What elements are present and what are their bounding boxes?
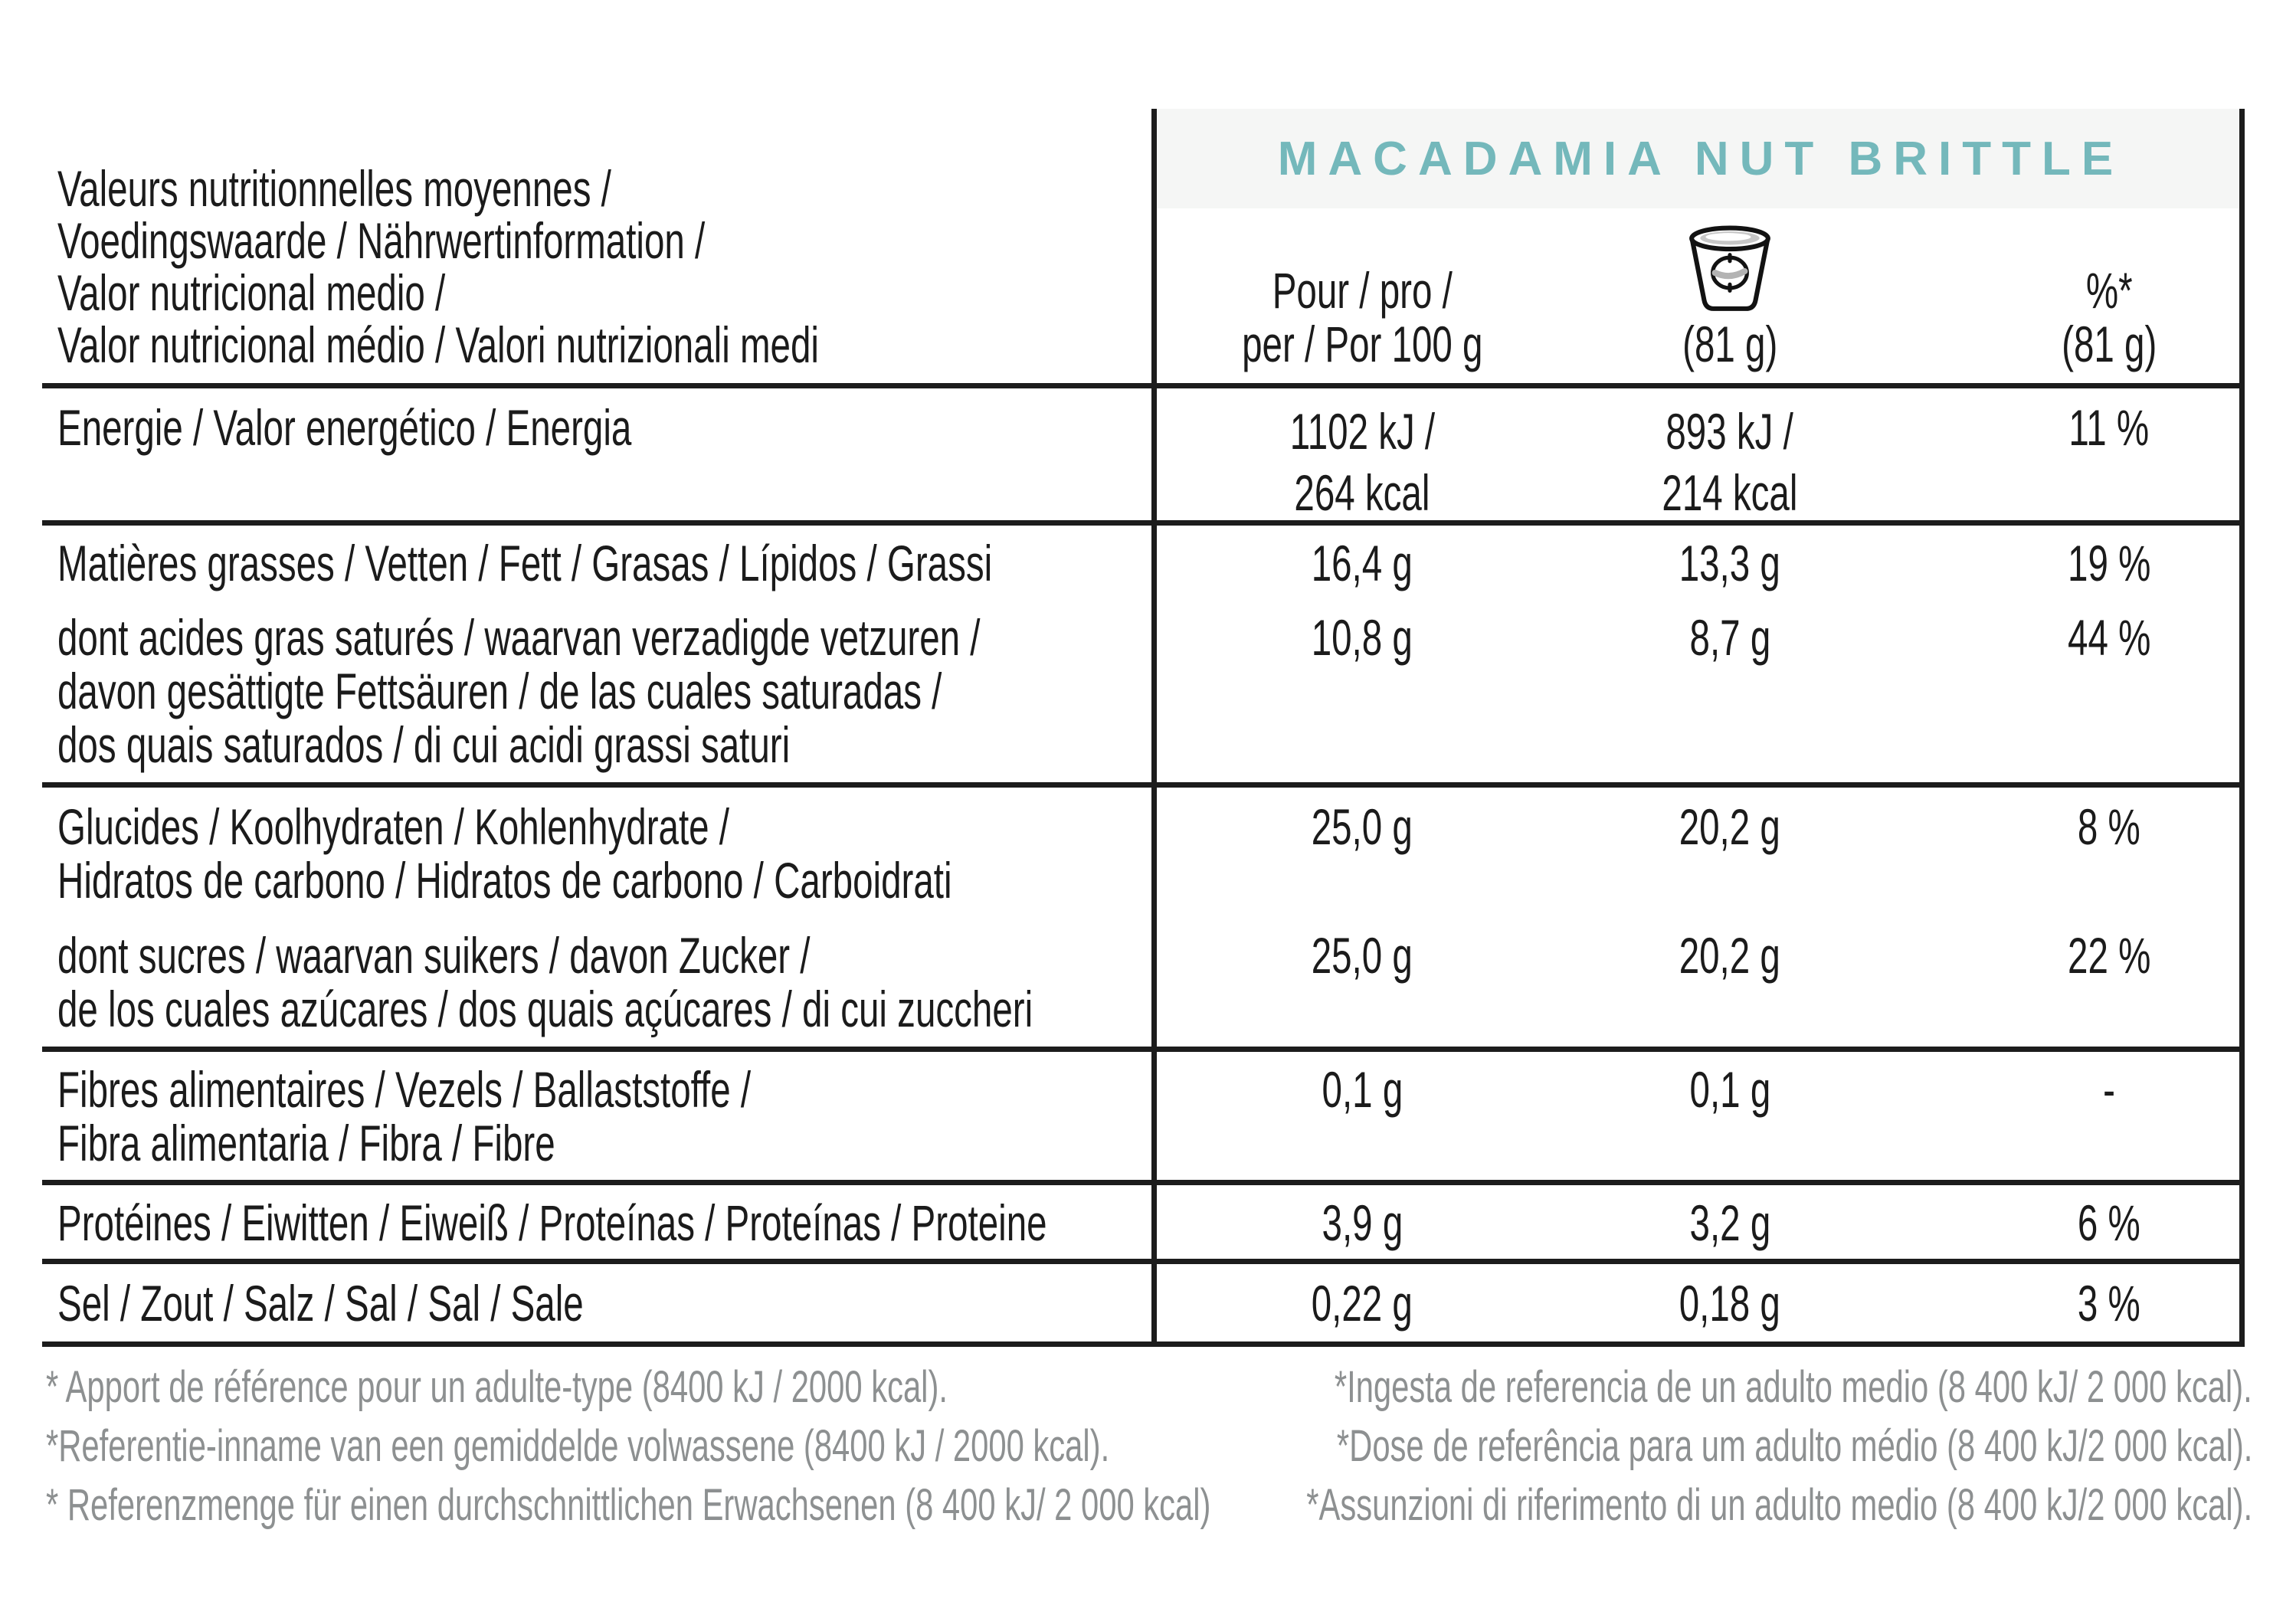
intro-line: Valor nutricional médio / Valori nutrizionali medi <box>57 316 819 373</box>
energy-portion-value <box>1573 401 1887 523</box>
label-line: dos quais saturados / di cui acidi grassi saturi <box>57 716 791 773</box>
value-line: 11 % <box>2068 399 2150 456</box>
fat-percent-value <box>1887 536 2239 606</box>
table-row-carbohydrate <box>42 788 2239 924</box>
label-line: davon gesättigte Fettsäuren / de las cuales saturadas / <box>57 663 942 719</box>
value-line: 214 kcal <box>1662 464 1798 521</box>
energy-percent-value <box>1887 401 2239 523</box>
carbohydrate-percent-value <box>1887 800 2239 924</box>
value-line: 22 % <box>2067 927 2151 984</box>
value-line: 0,22 g <box>1311 1275 1413 1332</box>
row-label <box>42 800 1151 924</box>
value-line: 3 % <box>2078 1275 2140 1332</box>
table-row-energy <box>42 388 2239 526</box>
row-label: Matières grasses / Vetten / Fett / Grasas / Lípidos / Grassi <box>57 535 993 591</box>
row-label: Protéines / Eiwitten / Eiweiß / Proteínas / Proteínas / Proteine <box>57 1194 1047 1251</box>
value-line: 20,2 g <box>1679 798 1781 855</box>
protein-per-100g-value <box>1151 1196 1573 1259</box>
row-label <box>42 1063 1151 1180</box>
row-label: Sel / Zout / Salz / Sal / Sal / Sale <box>57 1275 584 1332</box>
label-line: dont acides gras saturés / waarvan verzadigde vetzuren / <box>57 609 981 666</box>
footnote-line: *Referentie-inname van een gemiddelde volwassene (8400 kJ / 2000 kcal). <box>46 1421 1110 1471</box>
value-line: 44 % <box>2067 609 2151 666</box>
value-line: 13,3 g <box>1679 535 1781 591</box>
value-line: - <box>2103 1061 2115 1118</box>
protein-portion-value <box>1573 1196 1887 1259</box>
saturated-fat-per-100g-value <box>1151 611 1573 771</box>
salt-percent-value <box>1887 1276 2239 1341</box>
intro-line: Voedingswaarde / Nährwertinformation / <box>57 212 706 269</box>
value-line: 25,0 g <box>1311 798 1413 855</box>
value-line: 264 kcal <box>1294 464 1430 521</box>
label-line: Fibra alimentaria / Fibra / Fibre <box>57 1115 555 1171</box>
label-line: Hidratos de carbono / Hidratos de carbono / Carboidrati <box>57 852 952 909</box>
value-line: 3,2 g <box>1689 1194 1770 1251</box>
portion-weight-label: (81 g) <box>1682 316 1778 372</box>
table-row-fat <box>42 526 2239 606</box>
row-label <box>42 611 1151 771</box>
salt-per-100g-value <box>1151 1276 1573 1341</box>
fat-per-100g-value <box>1151 536 1573 606</box>
value-line: 19 % <box>2067 535 2151 591</box>
table-block-carbohydrate <box>42 788 2239 1052</box>
sugars-per-100g-value <box>1151 929 1573 1036</box>
saturated-fat-portion-value <box>1573 611 1887 771</box>
value-line: 0,1 g <box>1322 1061 1403 1118</box>
energy-per-100g-value <box>1151 401 1573 523</box>
table-body <box>42 109 2239 1347</box>
footnote-line: *Assunzioni di riferimento di un adulto medio (8 400 kJ/2 000 kcal). <box>1306 1480 2252 1530</box>
percent-weight-label: (81 g) <box>2061 316 2157 372</box>
table-row-salt <box>42 1264 2239 1347</box>
value-line: 0,18 g <box>1679 1275 1781 1332</box>
footnote-line: * Referenzmenge für einen durchschnittlichen Erwachsenen (8 400 kJ/ 2 000 kcal) <box>46 1480 1211 1530</box>
carbohydrate-portion-value <box>1573 800 1887 924</box>
product-title: MACADAMIA NUT BRITTLE <box>1277 132 2124 185</box>
row-label <box>42 929 1151 1036</box>
per-100g-label-line: per / Por 100 g <box>1241 316 1483 372</box>
table-row-sugars <box>42 924 2239 1036</box>
intro-line: Valeurs nutritionnelles moyennes / <box>57 160 611 217</box>
fat-portion-value <box>1573 536 1887 606</box>
value-line: 0,1 g <box>1689 1061 1770 1118</box>
table-row-saturated-fat <box>42 606 2239 771</box>
value-line: 20,2 g <box>1679 927 1781 984</box>
value-line: 893 kJ / <box>1666 403 1794 460</box>
label-line: Fibres alimentaires / Vezels / Ballaststoffe / <box>57 1061 752 1118</box>
table-header-row <box>42 109 2239 388</box>
table-row-fibre <box>42 1052 2239 1185</box>
value-line: 1102 kJ / <box>1289 403 1435 460</box>
column-header-per-100g <box>1151 264 1573 371</box>
footnote-line: *Dose de referência para um adulto médio (8 400 kJ/2 000 kcal). <box>1336 1421 2252 1471</box>
value-line: 8 % <box>2078 798 2140 855</box>
footnote-line: * Apport de référence pour un adulte-type (8400 kJ / 2000 kcal). <box>46 1362 948 1412</box>
fibre-per-100g-value <box>1151 1063 1573 1180</box>
value-line: 6 % <box>2078 1194 2140 1251</box>
intro-line: Valor nutricional medio / <box>57 264 446 321</box>
sugars-percent-value <box>1887 929 2239 1036</box>
per-100g-label-line: Pour / pro / <box>1272 262 1453 319</box>
protein-percent-value <box>1887 1196 2239 1259</box>
sugars-portion-value <box>1573 929 1887 1036</box>
fibre-percent-value <box>1887 1063 2239 1180</box>
column-header-percent <box>1887 264 2239 371</box>
footnotes-right <box>938 1358 2252 1535</box>
value-line: 16,4 g <box>1311 535 1413 591</box>
value-line: 3,9 g <box>1322 1194 1403 1251</box>
table-row-protein <box>42 1185 2239 1264</box>
carbohydrate-per-100g-value <box>1151 800 1573 924</box>
column-header-portion <box>1573 224 1887 371</box>
label-line: Glucides / Koolhydraten / Kohlenhydrate / <box>57 798 730 855</box>
ice-cream-tub-icon <box>1687 225 1773 314</box>
footnote-line: *Ingesta de referencia de un adulto medio (8 400 kJ/ 2 000 kcal). <box>1335 1362 2252 1412</box>
value-line: 10,8 g <box>1311 609 1413 666</box>
fibre-portion-value <box>1573 1063 1887 1180</box>
label-line: de los cuales azúcares / dos quais açúcares / di cui zuccheri <box>57 981 1033 1037</box>
label-line: dont sucres / waarvan suikers / davon Zucker / <box>57 927 811 984</box>
table-block-fat <box>42 526 2239 788</box>
percent-symbol-label: %* <box>2085 262 2133 319</box>
row-label: Energie / Valor energético / Energia <box>57 399 632 456</box>
saturated-fat-percent-value <box>1887 611 2239 771</box>
value-line: 25,0 g <box>1311 927 1413 984</box>
nutrition-table <box>42 109 2245 1347</box>
value-line: 8,7 g <box>1689 609 1770 666</box>
salt-portion-value <box>1573 1276 1887 1341</box>
